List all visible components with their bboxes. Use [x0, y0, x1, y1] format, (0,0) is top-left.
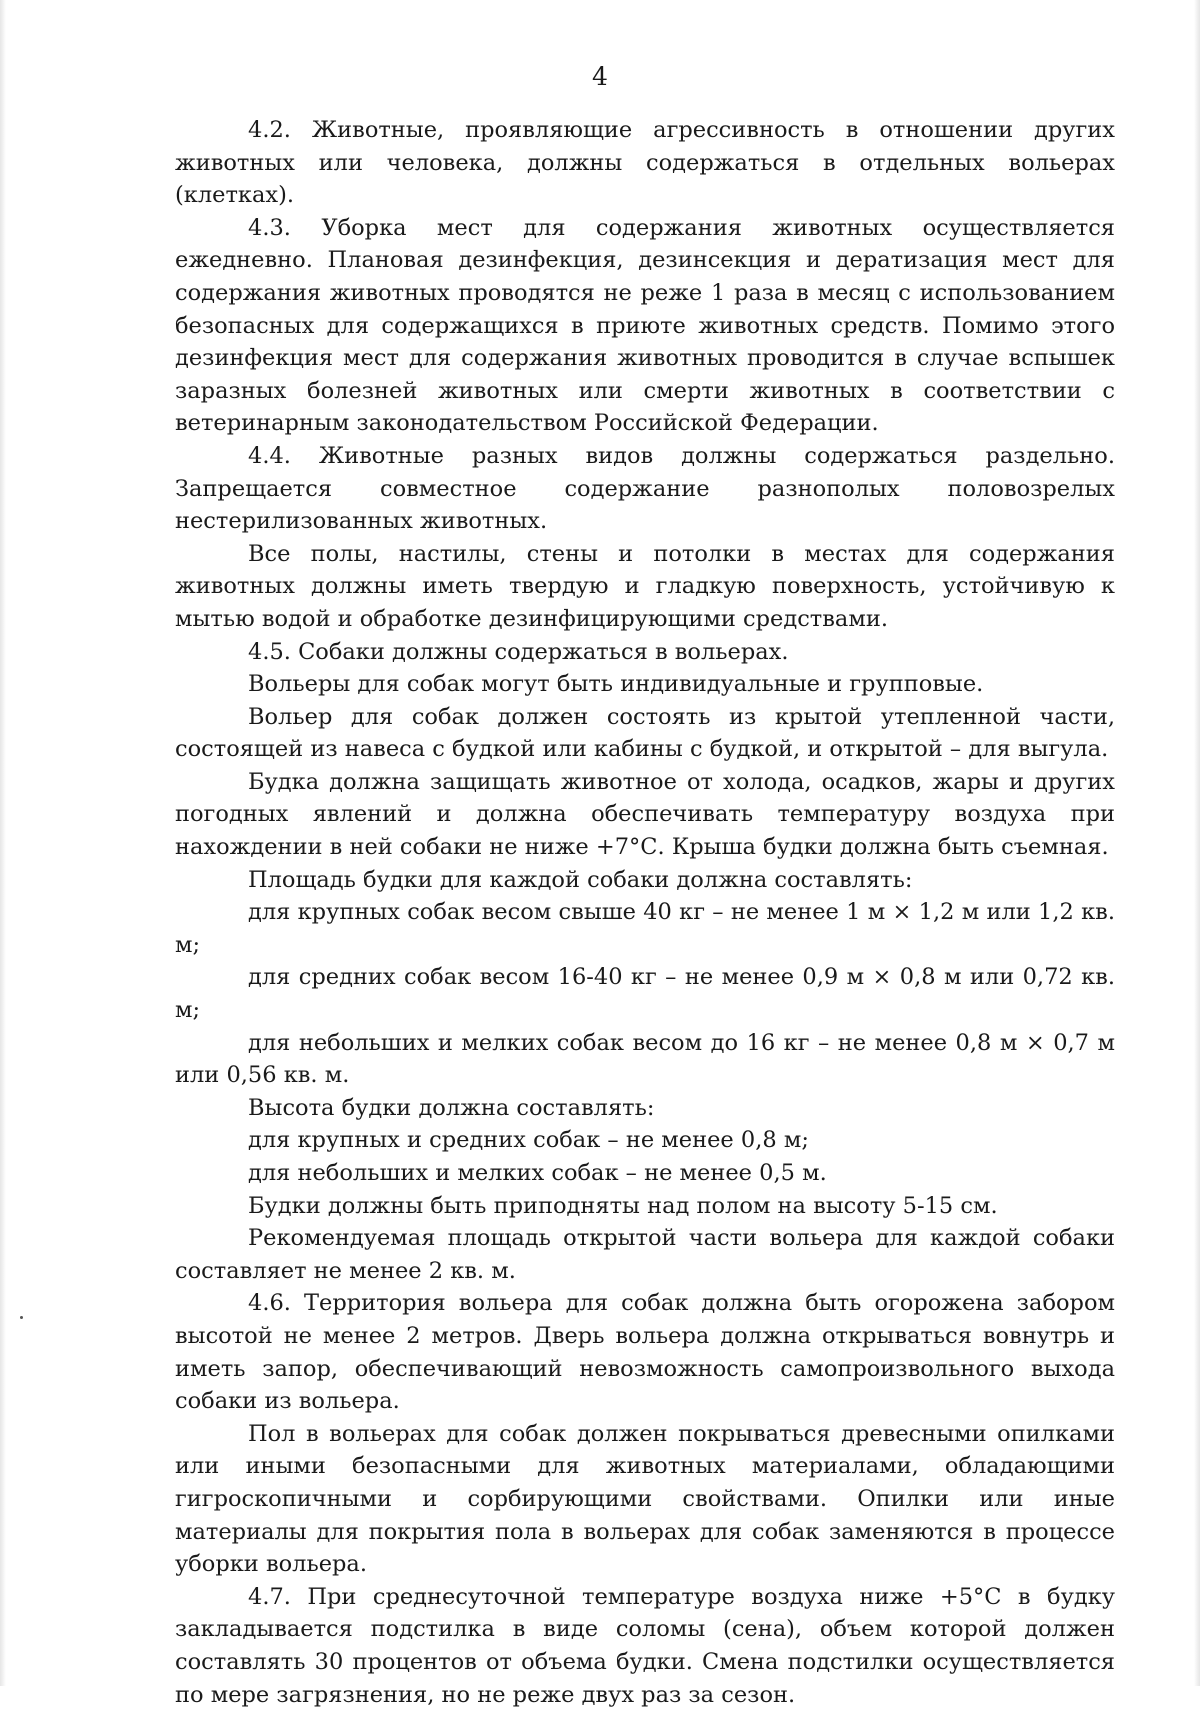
paragraph-kennel-requirements: Будка должна защищать животное от холода, осадков, жары и других погодных явлений и должна обеспечивать температуру воздуха при нахождении в ней собаки не ниже +7°С. Крыша будки должна быть съемная.	[175, 768, 1115, 861]
list-item-small-height: для небольших и мелких собак – не менее 0,5 м.	[248, 1160, 827, 1186]
list-item-small-dogs-area: для небольших и мелких собак весом до 16 кг – не менее 0,8 м × 0,7 м или 0,56 кв. м.	[175, 1029, 1115, 1089]
scan-speck	[20, 1316, 23, 1319]
paragraph-4-7: 4.7. При среднесуточной температуре воздуха ниже +5°С в будку закладывается подстилка в виде соломы (сена), объем которой должен составлять 30 процентов от объема будки. Смена подстилки осуществляется по мере загрязнения, но не реже двух раз за сезон.	[175, 1583, 1115, 1708]
list-item-large-medium-height: для крупных и средних собак – не менее 0,8 м;	[248, 1127, 809, 1154]
list-item-large-dogs-area: для крупных собак весом свыше 40 кг – не менее 1 м × 1,2 м или 1,2 кв. м;	[175, 899, 1115, 958]
paragraph-enclosure-structure: Вольер для собак должен состоять из крытой утепленной части, состоящей из навеса с будкой или кабины с будкой, и открытой – для выгула.	[175, 703, 1115, 763]
paragraph-4-2: 4.2. Животные, проявляющие агрессивность в отношении других животных или человека, должны содержаться в отдельных вольерах (клетках).	[175, 117, 1115, 209]
page-number: 4	[592, 62, 608, 91]
paragraph-open-area: Рекомендуемая площадь открытой части вольера для каждой собаки составляет не менее 2 кв. м.	[175, 1225, 1115, 1284]
paragraph-4-5: 4.5. Собаки должны содержаться в вольерах.	[248, 638, 789, 665]
paragraph-4-4: 4.4. Животные разных видов должны содержаться раздельно. Запрещается совместное содержание разнополых половозрелых нестерилизованных животных.	[175, 442, 1115, 535]
paragraph-surfaces: Все полы, настилы, стены и потолки в местах для содержания животных должны иметь твердую и гладкую поверхность, устойчивую к мытью водой и обработке дезинфицирующими средствами.	[175, 540, 1115, 632]
scan-edge-left	[0, 0, 6, 1686]
paragraph-4-6: 4.6. Территория вольера для собак должна быть огорожена забором высотой не менее 2 метров. Дверь вольера должна открываться вовнутрь и иметь запор, обеспечивающий невозможность самопроизвольного выхода собаки из вольера.	[175, 1290, 1115, 1415]
paragraph-4-3: 4.3. Уборка мест для содержания животных осуществляется ежедневно. Плановая дезинфекция, дезинсекция и дератизация мест для содержания животных проводятся не реже 1 раза в месяц с использованием безопасных для содержащихся в приюте животных средств. Помимо этого дезинфекция мест для содержания животных проводится в случае вспышек заразных болезней животных или смерти животных в соответствии с ветеринарным законодательством Российской Федерации.	[175, 214, 1115, 437]
paragraph-floor-covering: Пол в вольерах для собак должен покрываться древесными опилками или иными безопасными для животных материалами, обладающими гигроскопичными и сорбирующими свойствами. Опилки или иные материалы для покрытия пола в вольерах для собак заменяются в процессе уборки вольера.	[175, 1420, 1115, 1578]
list-item-medium-dogs-area: для средних собак весом 16-40 кг – не менее 0,9 м × 0,8 м или 0,72 кв. м;	[175, 964, 1115, 1024]
paragraph-kennel-height-intro: Высота будки должна составлять:	[248, 1094, 655, 1121]
paragraph-kennel-raise: Будки должны быть приподняты над полом на высоту 5-15 см.	[248, 1192, 998, 1219]
document-text	[175, 114, 1115, 1711]
paragraph-enclosure-types: Вольеры для собак могут быть индивидуальные и групповые.	[248, 671, 984, 698]
scan-edge-right	[1194, 0, 1200, 1686]
paragraph-kennel-area-intro: Площадь будки для каждой собаки должна составлять:	[248, 866, 913, 893]
